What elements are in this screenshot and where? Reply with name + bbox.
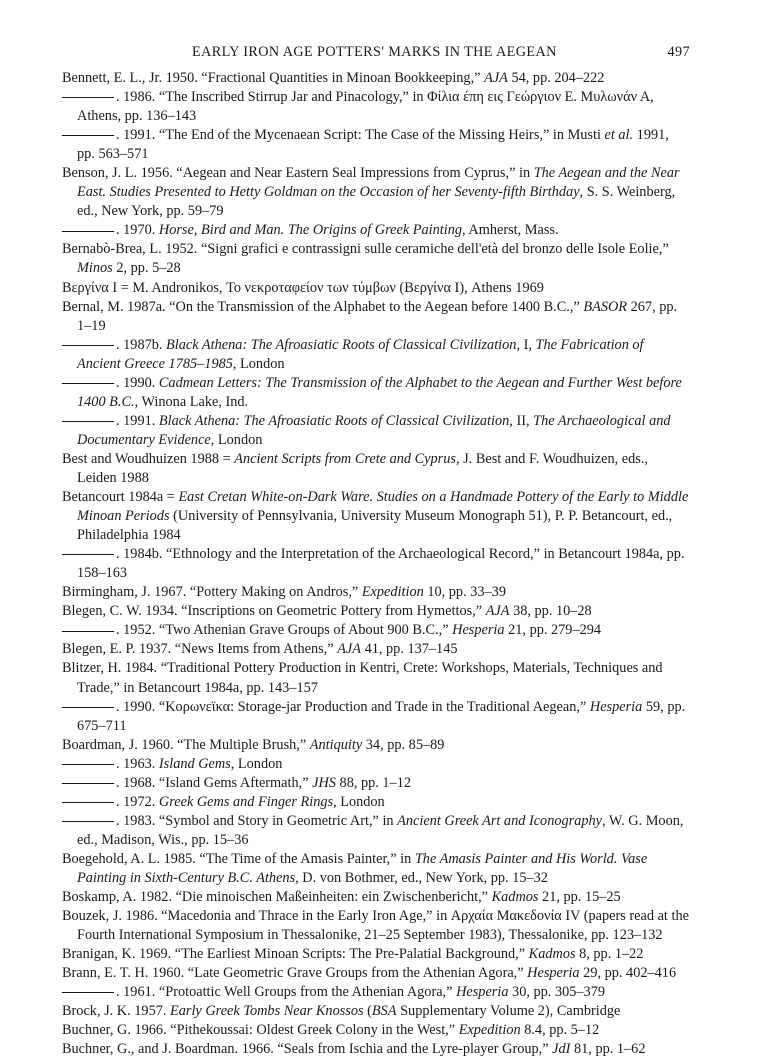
italic-title: JdI: [552, 1041, 571, 1058]
ditto-dash: [62, 707, 114, 708]
entry-text: 10, pp. 33–39: [423, 584, 506, 601]
bibliography-entry: [62, 88, 690, 126]
entry-text: , J. Best and F. Woudhuizen, eds., Leiden 1988: [77, 450, 648, 486]
ditto-dash: [62, 802, 114, 803]
entry-text: 41, pp. 137–145: [361, 641, 458, 658]
bibliography-entry: [62, 907, 690, 945]
ditto-dash: [62, 783, 114, 784]
entry-text: . 1968. “Island Gems Aftermath,”: [116, 774, 313, 791]
italic-title: Greek Gems and Finger Rings: [158, 793, 334, 810]
entry-text: . 1987b.: [116, 336, 167, 353]
bibliography-entry: [62, 164, 690, 221]
entry-text: . 1952. “Two Athenian Grave Groups of About 900 B.C.,”: [116, 622, 453, 639]
entry-text: , London: [230, 755, 283, 772]
entry-text: , London: [210, 431, 263, 448]
bibliography-entry: [62, 698, 690, 736]
ditto-dash: [62, 554, 114, 555]
entry-text: 88, pp. 1–12: [335, 774, 412, 791]
entry-text: 8.4, pp. 5–12: [520, 1022, 600, 1039]
entry-text: Bernabò-Brea, L. 1952. “Signi grafici e contrassigni sulle ceramiche dell'età del bronzo delle Isole Eolie,”: [62, 241, 669, 258]
italic-title: Island Gems: [158, 755, 231, 772]
entry-text: 38, pp. 10–28: [509, 603, 592, 620]
ditto-dash: [62, 97, 114, 98]
running-head: [62, 44, 690, 61]
entry-text: 59, pp. 675–711: [77, 698, 686, 734]
italic-title: The Archaeological and Documentary Evidence: [77, 412, 671, 448]
entry-text: Blegen, C. W. 1934. “Inscriptions on Geometric Pottery from Hymettos,”: [62, 603, 486, 620]
bibliography-entry: [62, 774, 690, 793]
page-number: 497: [667, 44, 690, 60]
entry-text: Boegehold, A. L. 1985. “The Time of the Amasis Painter,” in: [62, 850, 415, 867]
bibliography-entry: [62, 964, 690, 983]
entry-text: (University of Pennsylvania, University Museum Monograph 51), P. P. Betancourt, ed., Philadelphia 1984: [77, 508, 673, 544]
bibliography-entry: [62, 336, 690, 374]
bibliography-entry: [62, 450, 690, 488]
entry-text: Βεργίνα I = M. Andronikos, Το νεκροταφείον των τύμβων (Βεργίνα I), Athens 1969: [62, 279, 544, 296]
entry-text: , W. G. Moon, ed., Madison, Wis., pp. 15–36: [77, 812, 684, 848]
italic-title: JHS: [312, 774, 336, 791]
entry-text: . 1984b. “Ethnology and the Interpretation of the Archaeological Record,” in Betancourt 1984a, pp. 158–163: [77, 546, 685, 582]
entry-text: . 1990.: [116, 374, 159, 391]
entry-text: Birmingham, J. 1967. “Pottery Making on Andros,”: [62, 584, 362, 601]
italic-title: BASOR: [583, 298, 628, 315]
entry-text: , London: [333, 793, 385, 810]
italic-title: AJA: [337, 641, 361, 658]
entry-text: Best and Woudhuizen 1988 =: [62, 450, 235, 467]
entry-text: 29, pp. 402–416: [579, 965, 677, 982]
bibliography-entry: [62, 888, 690, 907]
entry-text: Bennett, E. L., Jr. 1950. “Fractional Quantities in Minoan Bookkeeping,”: [62, 70, 485, 86]
entry-text: . 1983. “Symbol and Story in Geometric Art,” in: [116, 812, 398, 829]
bibliography-entry: [62, 221, 690, 240]
bibliography-entry: [62, 1040, 690, 1059]
ditto-dash: [62, 421, 114, 422]
italic-title: Expedition: [361, 584, 424, 601]
entry-text: , II,: [509, 412, 534, 429]
entry-text: Boskamp, A. 1982. “Die minoischen Maßeinheiten: ein Zwischenbericht,”: [62, 889, 492, 906]
italic-title: AJA: [485, 603, 510, 620]
ditto-dash: [62, 383, 114, 384]
entry-text: , Amherst, Mass.: [462, 222, 559, 239]
italic-title: The Fabrication of Ancient Greece 1785–1985: [77, 336, 644, 372]
bibliography-entry: [62, 983, 690, 1002]
bibliography-entry: [62, 240, 690, 278]
italic-title: Kadmos: [491, 889, 539, 906]
bibliography-entry: [62, 1021, 690, 1040]
entry-text: Boardman, J. 1960. “The Multiple Brush,”: [62, 736, 310, 753]
bibliography-entry: [62, 755, 690, 774]
ditto-dash: [62, 135, 114, 136]
entry-text: 8, pp. 1–22: [575, 946, 644, 963]
entry-text: . 1991.: [116, 412, 159, 429]
entry-text: (: [363, 1003, 372, 1020]
entry-text: Buchner, G., and J. Boardman. 1966. “Seals from Ischia and the Lyre-player Group,”: [62, 1041, 553, 1058]
bibliography-entry: [62, 793, 690, 812]
entry-text: Betancourt 1984a =: [62, 489, 179, 506]
running-title: EARLY IRON AGE POTTERS' MARKS IN THE AEGEAN: [192, 44, 557, 60]
bibliography-entry: [62, 659, 690, 697]
entry-text: . 1961. “Protoattic Well Groups from the Athenian Agora,”: [116, 984, 457, 1001]
entry-text: Branigan, K. 1969. “The Earliest Minoan Scripts: The Pre-Palatial Background,”: [62, 946, 529, 963]
entry-text: Supplementary Volume 2), Cambridge: [396, 1003, 621, 1020]
entry-text: 30, pp. 305–379: [508, 984, 605, 1001]
entry-text: . 1986. “The Inscribed Stirrup Jar and Pinacology,” in Φίλια έπη εις Γεώργιον Ε. Μυλωνάν Α, Athens, pp. 136–143: [77, 89, 654, 125]
entry-text: . 1970.: [116, 222, 159, 239]
entry-text: Bernal, M. 1987a. “On the Transmission of the Alphabet to the Aegean before 1400 B.C.,”: [62, 298, 584, 315]
bibliography-list: [62, 69, 690, 1059]
bibliography-entry: [62, 126, 690, 164]
entry-text: . 1991. “The End of the Mycenaean Script: The Case of the Missing Heirs,” in Musti: [116, 127, 605, 144]
entry-text: 2, pp. 5–28: [112, 260, 181, 277]
entry-text: , Winona Lake, Ind.: [134, 393, 249, 410]
italic-title: Ancient Greek Art and Iconography: [397, 812, 603, 829]
entry-text: , I,: [516, 336, 536, 353]
ditto-dash: [62, 764, 114, 765]
entry-text: Brock, J. K. 1957.: [62, 1003, 171, 1020]
entry-text: 1991, pp. 563–571: [77, 127, 669, 163]
entry-text: Blegen, E. P. 1937. “News Items from Athens,”: [62, 641, 338, 658]
bibliography-entry: [62, 583, 690, 602]
italic-title: et al.: [604, 127, 634, 144]
entry-text: . 1990. “Κορωνεϊκα: Storage-jar Production and Trade in the Traditional Aegean,”: [116, 698, 590, 715]
ditto-dash: [62, 821, 114, 822]
ditto-dash: [62, 231, 114, 232]
italic-title: Hesperia: [456, 984, 509, 1001]
ditto-dash: [62, 631, 114, 632]
entry-text: Brann, E. T. H. 1960. “Late Geometric Grave Groups from the Athenian Agora,”: [62, 965, 528, 982]
italic-title: Minos: [77, 260, 113, 277]
entry-text: 21, pp. 15–25: [538, 889, 621, 906]
italic-title: Black Athena: The Afroasiatic Roots of Classical Civilization: [158, 412, 510, 429]
entry-text: Buchner, G. 1966. “Pithekoussai: Oldest Greek Colony in the West,”: [62, 1022, 459, 1039]
bibliography-entry: [62, 279, 690, 298]
italic-title: Cadmean Letters: The Transmission of the Alphabet to the Aegean and Further West before 1400 B.C.: [77, 374, 682, 410]
bibliography-entry: [62, 488, 690, 545]
ditto-dash: [62, 992, 114, 993]
entry-text: . 1963.: [116, 755, 159, 772]
entry-text: , S. S. Weinberg, ed., New York, pp. 59–79: [77, 184, 676, 220]
bibliography-entry: [62, 545, 690, 583]
bibliography-entry: [62, 374, 690, 412]
italic-title: Hesperia: [589, 698, 643, 715]
italic-title: Horse, Bird and Man. The Origins of Greek Painting: [158, 222, 463, 239]
entry-text: , London: [232, 355, 285, 372]
italic-title: Early Greek Tombs Near Knossos: [170, 1003, 364, 1020]
italic-title: BSA: [371, 1003, 397, 1020]
entry-text: Benson, J. L. 1956. “Aegean and Near Eastern Seal Impressions from Cyprus,” in: [62, 165, 534, 182]
italic-title: AJA: [484, 70, 508, 86]
italic-title: Hesperia: [452, 622, 505, 639]
entry-text: Bouzek, J. 1986. “Macedonia and Thrace in the Early Iron Age,” in Αρχαία Μακεδονία IV (papers read at the Fourth International Symposium in Thessalonike, 21–25 September 1983), Thessalonike, pp. 123–132: [62, 908, 689, 944]
bibliography-entry: [62, 640, 690, 659]
italic-title: Antiquity: [309, 736, 363, 753]
bibliography-entry: [62, 621, 690, 640]
italic-title: Ancient Scripts from Crete and Cyprus: [234, 450, 456, 467]
italic-title: The Aegean and the Near East. Studies Presented to Hetty Goldman on the Occasion of her Seventy-fifth Birthday: [77, 165, 680, 201]
entry-text: 34, pp. 85–89: [362, 736, 445, 753]
entry-text: , D. von Bothmer, ed., New York, pp. 15–32: [295, 869, 548, 886]
bibliography-entry: [62, 298, 690, 336]
ditto-dash: [62, 345, 114, 346]
bibliography-entry: [62, 945, 690, 964]
italic-title: Kadmos: [528, 946, 576, 963]
italic-title: East Cretan White-on-Dark Ware. Studies on a Handmade Pottery of the Early to Middle Minoan Periods: [77, 489, 689, 525]
entry-text: 267, pp. 1–19: [77, 298, 678, 334]
entry-text: 21, pp. 279–294: [504, 622, 602, 639]
bibliography-entry: [62, 69, 690, 88]
bibliography-entry: [62, 412, 690, 450]
bibliography-entry: [62, 850, 690, 888]
italic-title: Expedition: [458, 1022, 521, 1039]
entry-text: Blitzer, H. 1984. “Traditional Pottery Production in Kentri, Crete: Workshops, Materials, Techniques and Trade,” in Betancourt 1984a, pp. 143–157: [62, 660, 663, 696]
bibliography-entry: [62, 812, 690, 850]
bibliography-entry: [62, 602, 690, 621]
entry-text: . 1972.: [116, 793, 159, 810]
italic-title: Black Athena: The Afroasiatic Roots of Classical Civilization: [166, 336, 517, 353]
bibliography-entry: [62, 736, 690, 755]
italic-title: Hesperia: [527, 965, 580, 982]
italic-title: The Amasis Painter and His World. Vase Painting in Sixth-Century B.C. Athens: [77, 850, 648, 886]
bibliography-entry: [62, 1002, 690, 1021]
entry-text: 81, pp. 1–62: [570, 1041, 646, 1058]
entry-text: 54, pp. 204–222: [507, 70, 605, 86]
